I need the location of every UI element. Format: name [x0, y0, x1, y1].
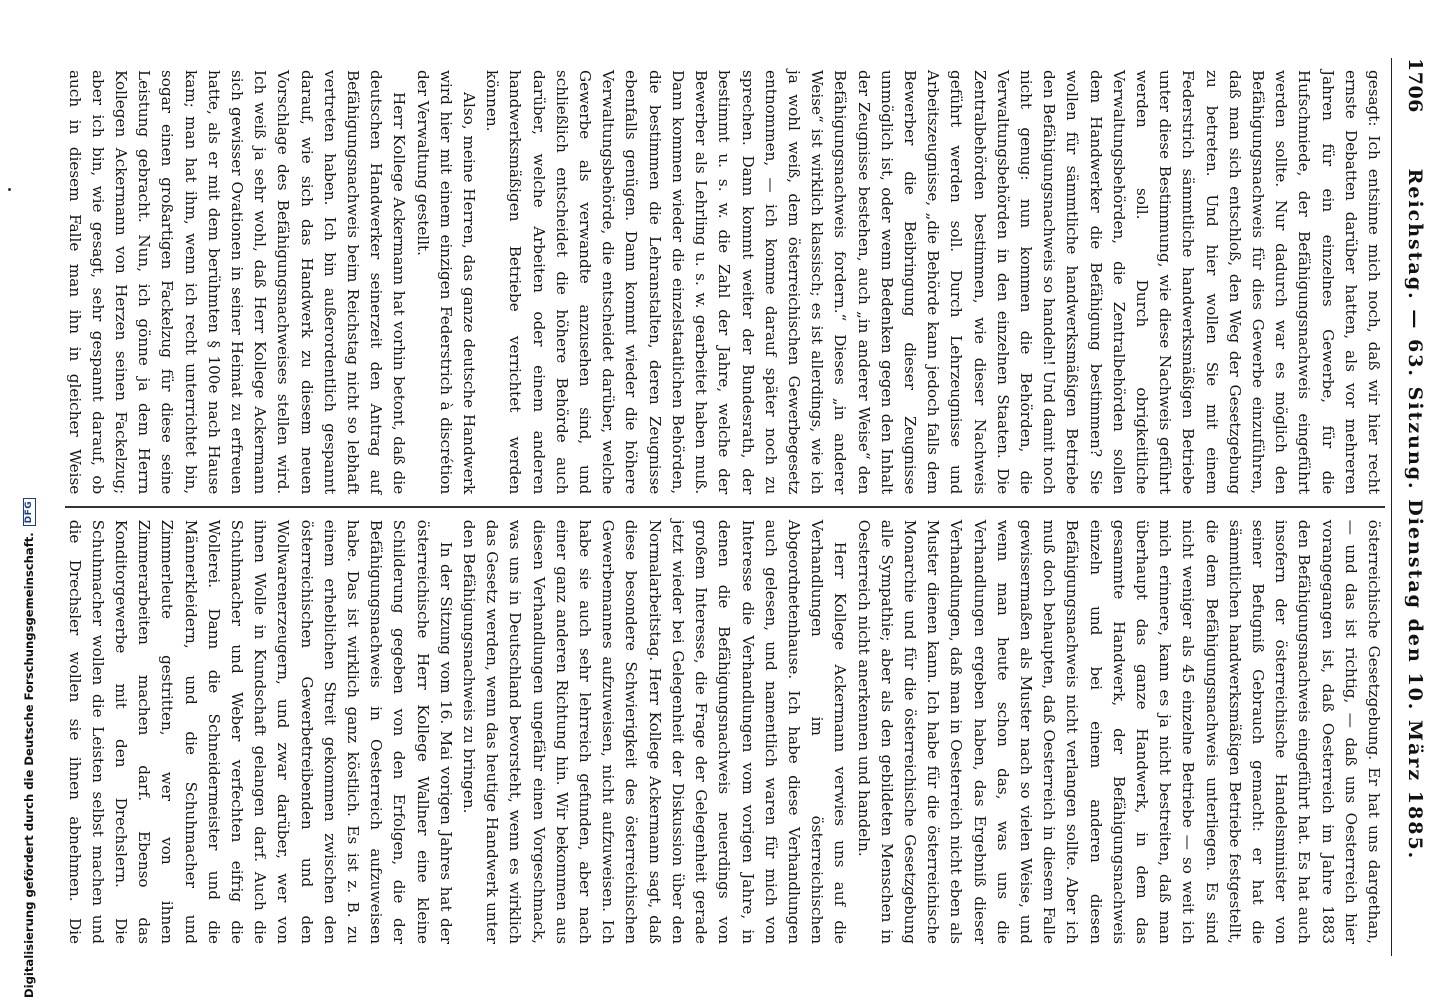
left-column	[65, 58, 1385, 506]
attribution-line	[22, 0, 36, 998]
left-paragraph: gesagt: Ich entsinne mich noch, daß wir hier recht ernste Debatten darüber hatten, als vor mehreren Jahren für ein einzelnes Gewerbe, für die Hufschmiede, der Befähigungsnachweis eingeführt werden sollte. Nur dadurch war es möglich den Befähigungsnachweis für dies Gewerbe einzuführen, daß man sich entschloß, den Weg der Gesetzgebung zu betreten. Und hier wollen Sie mit einem Federstrich sämmtliche handwerksmäßigen Betriebe unter diese Bestimmung, wie diese Nachweis geführt werden soll. Durch obrigkeitliche Verwaltungsbehörden, die Zentralbehörden sollen dem Handwerker die Befähigung bestimmen? Sie wollen für sämmtliche handwerksmäßigen Betriebe den Befähigungsnachweis so handeln! Und damit noch nicht genug: nun kommen die Behörden, die Verwaltungsbehörden in den einzelnen Staaten. Die Zentralbehörden bestimmen, wie dieser Nachweis geführt werden soll. Durch Lehrzeugnisse und Arbeitszeugnisse, „die Behörde kann jedoch falls dem Bewerber die Beibringung dieser Zeugnisse unmöglich ist, oder wenn Bedenken gegen den Inhalt der Zeugnisse bestehen, auch „in anderer Weise“ den Befähigungsnachweis fordern.“ Dieses „in anderer Weise“ ist wirklich klassisch; es ist allerdings, wie ich ja wohl weiß, dem österreichischen Gewerbegesetz entnommen, — ich komme darauf später noch zu sprechen. Dann kommt weiter der Bundesrath, der bestimmt u. s. w. die Zahl der Jahre, welche der Bewerber als Lehrling u. s. w. gearbeitet haben muß. Dann kommen wieder die einzelstaatlichen Behörden, die bestimmen die Lehranstalten, deren Zeugnisse ebenfalls genügen. Dann kommt wieder die höhere Verwaltungsbehörde, die entscheidet darüber, welche Gewerbe als verwandte anzusehen sind, und schließlich entscheidet die höhere Behörde auch darüber, welche Arbeiten oder einem anderen handwerksmäßigen Betriebe verrichtet werden können.	[483, 70, 1383, 495]
page-header	[1391, 58, 1426, 956]
right-paragraph: österreichische Gesetzgebung. Er hat uns dargethan, — und das ist richtig, — daß uns Oesterreich hier vorangegangen ist, daß Oesterreich im Jahre 1883 den Befähigungsnachweis eingeführt hat. Es hat auch insofern der österreichische Handelsminister von seiner Befugniß Gebrauch gemacht: er hat die sämmtlichen handwerksmäßigen Betriebe festgestellt, die dem Befähigungsnachweis unterliegen. Es sind nicht weniger als 45 einzelne Betriebe — so weit ich mich erinnere, kann es ja nicht bestreiten, daß man überhaupt das ganze Handwerk, in dem das gesammte Handwerk, der Befähigungsnachweis einzeln und bei einem anderen diesen Befähigungsnachweis nicht verlangen sollte. Aber ich muß doch behaupten, daß Oesterreich in diesem Falle gewissermaßen als Muster nach so vielen Weise, und wenn man heute schon das, was uns die Verhandlungen ergeben haben, das Ergebniß dieser Verhandlungen, daß man in Oesterreich nicht eben als Muster dienen kann. Ich habe für die österreichische Monarchie und für die österreichische Gesetzgebung alle Sympathie; aber als den gebildeten Menschen in Oesterreich nicht anerkennen und handeln.	[854, 519, 1383, 944]
right-paragraph: Herr Kollege Ackermann verwies uns auf die Verhandlungen im österreichischen Abgeordnetenhause. Ich habe diese Verhandlungen auch gelesen, und namentlich waren für mich von Interesse die Verhandlungen vom vorigen Jahre, in denen die Befähigungsnachweis neuerdings von großem Interesse, die Frage der Gelegenheit gerade jetzt wieder bei Gelegenheit der Diskussion über den Normalarbeitstag. Herr Kollege Ackermann sagt, daß diese besondere Schwierigkeit des österreichischen Gewerbemannes aufzuweisen, nicht aufzuweisen. Ich habe sie auch sehr lehrreich gefunden, aber nach einer ganz anderen Richtung hin. Wir bekommen aus diesen Verhandlungen ungefähr einen Vorgeschmack, was uns in Deutschland bevorsteht, wenn es wirklich das Gesetz werden, wenn das heutige Handwerk unter den Befähigungsnachweis zu bringen.	[460, 519, 850, 944]
left-paragraph: Herr Kollege Ackermann hat vorhin betont, daß die deutschen Handwerker seinerzeit den Antrag auf Befähigungsnachweis beim Reichstag nicht so lebhaft vertreten haben. Ich bin außerordentlich gespannt darauf, wie sich das Handwerk zu diesem neuen Vorschlage des Befähigungsnachweises stellen wird. Ich weiß ja sehr wohl, daß Herr Kollege Ackermann sich gewisser Ovationen in seiner Heimat zu erfreuen hatte, als er mit dem berühmten § 100e nach Hause kam; man hat ihm, wenn ich recht unterrichtet bin, sogar einen großartigen Fackelzug für diese seine Leistung gebracht. Nun, ich gönne ja dem Herrn Kollegen Ackermann von Herzen seinen Fackelzug; aber ich bin, wie gesagt, sehr gespannt darauf, ob auch in diesem Falle man ihn in gleicher Weise	[65, 70, 409, 495]
page-title: Reichstag. — 63. Sitzung. Dienstag den 10. März 1885.	[1404, 168, 1426, 861]
text-columns	[65, 58, 1385, 956]
right-column	[65, 508, 1385, 956]
attribution-strip	[2, 0, 36, 1000]
rotated-page-content	[52, 0, 1432, 1000]
scan-speck	[8, 188, 11, 191]
right-paragraph: In der Sitzung vom 16. Mai vorigen Jahres hat der österreichische Herr Kollege Wallner eine kleine Schilderung gegeben von den Erfolgen, die der Befähigungsnachweis in Oesterreich aufzuweisen habe. Das ist wirklich ganz köstlich. Es ist z. B. zu einem erheblichen Streit gekommen zwischen den österreichischen Gewerbetreibenden und den Wollwarenerzeugern, und zwar darüber, wer von ihnen Wolle in Kundschaft gelangen darf. Auch die Schuhmacher und Weber verfechten eifrig die Wollerei. Dann die Schneidermeister und die Männerkleidern, und die Schuhmacher und Zimmerleute gestritten, wer von ihnen Zimmerarbeiten machen darf. Ebenso das Konditorgewerbe mit den Drechslern. Die Schuhmacher wollen die Leisten selbst machen und die Drechsler wollen sie ihnen abnehmen. Die	[65, 519, 455, 944]
left-paragraph: Also, meine Herren, das ganze deutsche Handwerk wird hier mit einem einzigen Federstrich à discrétion der Verwaltung gestellt.	[413, 70, 479, 495]
page-number: 1706	[1404, 58, 1426, 113]
attribution-text: Digitalisierung gefördert durch die Deutsche Forschungsgemeinschaft.	[22, 532, 36, 998]
dfg-logo-icon: DFG	[23, 498, 36, 527]
